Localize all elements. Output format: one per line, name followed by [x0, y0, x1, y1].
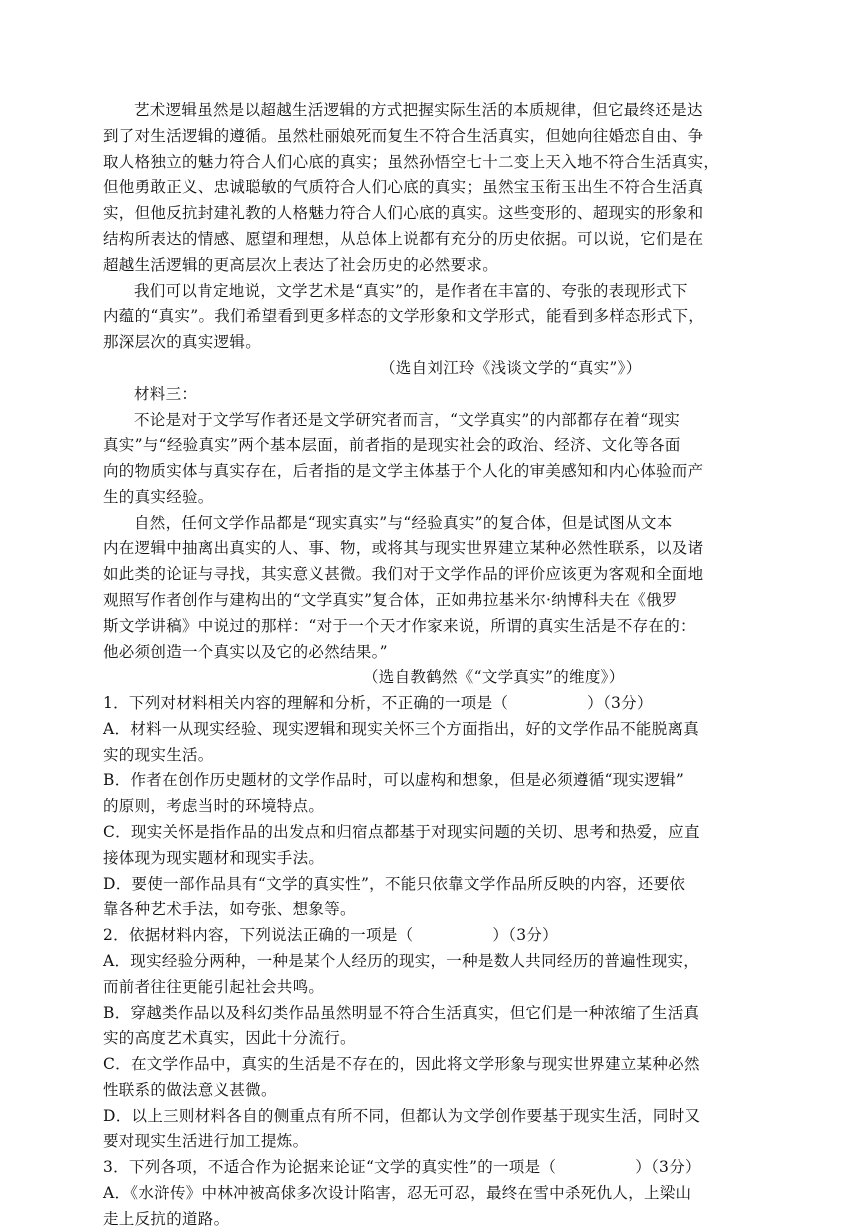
answer-option: C．在文学作品中，真实的生活是不存在的，因此将文学形象与现实世界建立某种必然 [103, 1055, 700, 1073]
text-line: 他必须创造一个真实以及它的必然结果。” [103, 643, 388, 661]
text-line: 但他勇敢正义、忠诚聪敏的气质符合人们心底的真实；虽然宝玉衔玉出生不符合生活真 [103, 178, 704, 196]
text-line: 结构所表达的情感、愿望和理想，从总体上说都有充分的历史依据。可以说，它们是在 [103, 230, 704, 248]
text-line: 如此类的论证与寻找，其实意义甚微。我们对于文学作品的评价应该更为客观和全面地 [103, 565, 704, 583]
text-line: 向的物质实体与真实存在，后者指的是文学主体基于个人化的审美感知和内心体验而产 [103, 462, 704, 480]
answer-option: B．穿越类作品以及科幻类作品虽然明显不符合生活真实，但它们是一种浓缩了生活真 [103, 1004, 700, 1022]
source-citation: （选自教鹤然《“文学真实”的维度》） [363, 668, 625, 686]
text-line: 那深层次的真实逻辑。 [103, 333, 262, 351]
answer-option: C．现实关怀是指作品的出发点和归宿点都基于对现实问题的关切、思考和热爱，应直 [103, 823, 700, 841]
text-line: 实，但他反抗封建礼教的人格魅力符合人们心底的真实。这些变形的、超现实的形象和 [103, 204, 704, 222]
text-line: 取人格独立的魅力符合人们心底的真实；虽然孙悟空七十二变上天入地不符合生活真实， [103, 153, 720, 171]
answer-option: 实的高度艺术真实，因此十分流行。 [103, 1029, 356, 1047]
answer-option: 性联系的做法意义甚微。 [103, 1081, 277, 1099]
text-line: 真实”与“经验真实”两个基本层面，前者指的是现实社会的政治、经济、文化等各面 [103, 436, 681, 454]
answer-option: D．要使一部作品具有“文学的真实性”，不能只依靠文学作品所反映的内容，还要依 [103, 875, 686, 893]
text-line: 观照写作者创作与建构出的“文学真实”复合体，正如弗拉基米尔·纳博科夫在《俄罗 [103, 591, 678, 609]
answer-option: 而前者往往更能引起社会共鸣。 [103, 978, 325, 996]
text-line: 我们可以肯定地说，文学艺术是“真实”的，是作者在丰富的、夸张的表现形式下 [134, 282, 688, 300]
answer-option: A．现实经验分两种，一种是某个人经历的现实，一种是数人共同经历的普遍性现实， [103, 952, 700, 970]
source-citation: （选自刘江玲《浅谈文学的“真实”》） [380, 359, 642, 377]
text-line: 斯文学讲稿》中说过的那样：“对于一个天才作家来说，所谓的真实生活是不存在的： [103, 617, 696, 635]
text-line: 生的真实经验。 [103, 488, 214, 506]
text-line: 到了对生活逻辑的遵循。虽然杜丽娘死而复生不符合生活真实，但她向往婚恋自由、争 [103, 127, 704, 145]
question-stem: 1．下列对材料相关内容的理解和分析，不正确的一项是（ ）（3分） [103, 694, 653, 712]
answer-option: 要对现实生活进行加工提炼。 [103, 1132, 309, 1150]
answer-option: 走上反抗的道路。 [103, 1210, 230, 1228]
text-line: 内在逻辑中抽离出真实的人、事、物，或将其与现实世界建立某种必然性联系，以及诸 [103, 539, 704, 557]
answer-option: 实的现实生活。 [103, 746, 214, 764]
answer-option: 的原则，考虑当时的环境特点。 [103, 797, 325, 815]
text-line: 超越生活逻辑的更高层次上表达了社会历史的必然要求。 [103, 256, 499, 274]
text-line: 自然，任何文学作品都是“现实真实”与“经验真实”的复合体，但是试图从文本 [134, 514, 673, 532]
question-stem: 3．下列各项，不适合作为论据来论证“文学的真实性”的一项是（ ）（3分） [103, 1158, 701, 1176]
text-line: 艺术逻辑虽然是以超越生活逻辑的方式把握实际生活的本质规律，但它最终还是达 [134, 101, 703, 119]
section-heading: 材料三： [134, 385, 198, 403]
question-stem: 2．依据材料内容，下列说法正确的一项是（ ）（3分） [103, 926, 558, 944]
answer-option: 接体现为现实题材和现实手法。 [103, 849, 325, 867]
answer-option: B．作者在创作历史题材的文学作品时，可以虚构和想象，但是必须遵循“现实逻辑” [103, 771, 685, 789]
answer-option: D．以上三则材料各自的侧重点有所不同，但都认为文学创作要基于现实生活，同时又 [103, 1107, 701, 1125]
answer-option: 靠各种艺术手法，如夸张、想象等。 [103, 900, 356, 918]
answer-option: A．材料一从现实经验、现实逻辑和现实关怀三个方面指出，好的文学作品不能脱离真 [103, 720, 700, 738]
text-line: 内蕴的“真实”。我们希望看到更多样态的文学形象和文学形式，能看到多样态形式下， [103, 307, 705, 325]
answer-option: A．《水浒传》中林冲被高俅多次设计陷害，忍无可忍，最终在雪中杀死仇人，上梁山 [103, 1184, 692, 1202]
text-line: 不论是对于文学写作者还是文学研究者而言，“文学真实”的内部都存在着“现实 [134, 411, 681, 429]
